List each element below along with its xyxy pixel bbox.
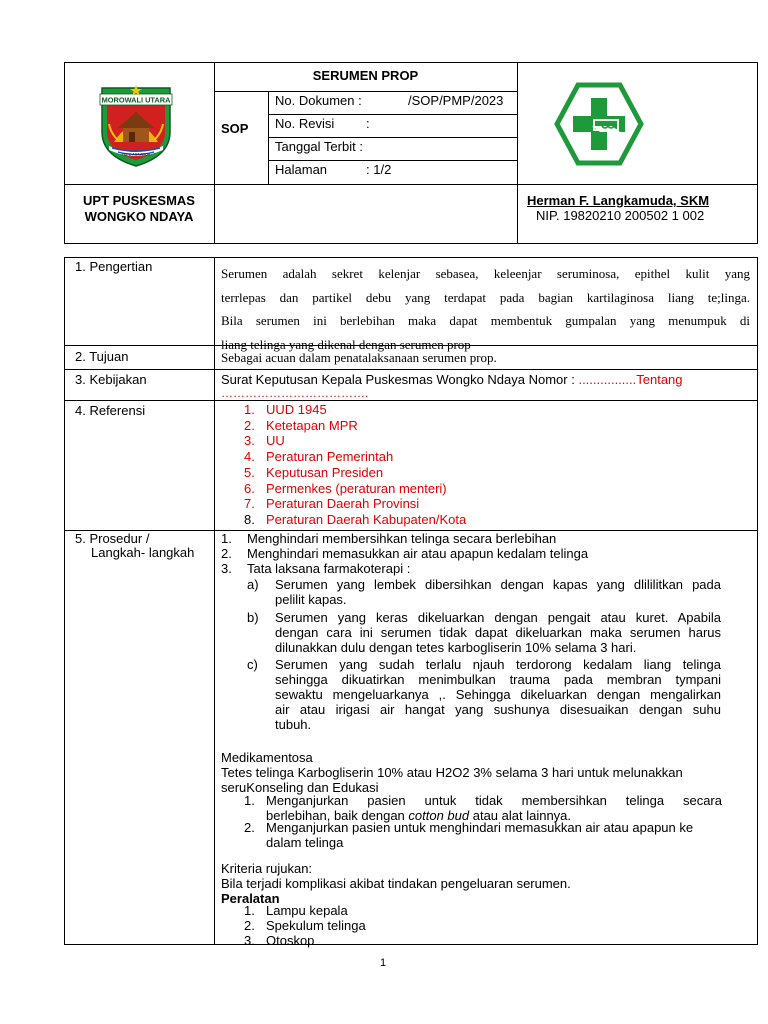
prosedur-step: [221, 546, 588, 561]
peralatan-num: 3.: [244, 933, 255, 948]
referensi-num: 7.: [244, 496, 255, 512]
referensi-label: 4. Referensi: [75, 403, 146, 418]
referensi-text: UU: [266, 433, 285, 449]
kriteria-block: [221, 861, 571, 906]
org-name-line2: WONGKO NDAYA: [84, 209, 194, 224]
referensi-item: [244, 402, 466, 418]
referensi-num: 5.: [244, 464, 255, 480]
sub-line: dilunakkan dulu dengan tetes karbogliserin 10% selama 3 hari.: [275, 640, 637, 655]
sub-line: pelilit kapas.: [275, 592, 347, 607]
kebijakan-label: 3. Kebijakan: [75, 372, 147, 387]
pengertian-text: [221, 262, 750, 356]
halaman-label: Halaman: [275, 162, 328, 177]
peralatan-num: 1.: [244, 903, 255, 918]
pengertian-line: terrlepas dan partikel debu yang terdapat pada bagian kartilaginosa liang te;linga.: [221, 289, 750, 305]
tujuan-label: 2. Tujuan: [75, 349, 129, 364]
edu-item-1: [266, 793, 722, 823]
referensi-num: 8.: [244, 511, 255, 527]
pengertian-line: Serumen adalah sekret kelenjar sebasea, keleenjar seruminosa, epithel kulit yang: [221, 266, 750, 281]
header-divider: [214, 62, 215, 244]
header-divider: [268, 137, 517, 138]
referensi-num: 2.: [244, 417, 255, 433]
sub-num-a: a): [247, 577, 259, 592]
step-num: 1.: [221, 531, 232, 546]
referensi-num: 3.: [244, 433, 255, 449]
referensi-text: Ketetapan MPR: [266, 417, 358, 433]
signer-name: Herman F. Langkamuda, SKM: [527, 193, 710, 208]
page-number: 1: [380, 957, 387, 969]
edu-line: Menganjurkan pasien untuk tidak membersihkan telinga secara: [266, 793, 722, 808]
header-divider: [268, 114, 517, 115]
peralatan-text: Lampu kepala: [266, 903, 348, 918]
sub-line: Serumen yang lembek dibersihkan dengan kapas yang dlililitkan pada: [275, 577, 721, 592]
referensi-item: [244, 481, 466, 497]
peralatan-item: [244, 903, 366, 918]
sub-line: tubuh.: [275, 717, 312, 732]
referensi-item: [244, 433, 466, 449]
sub-line: sehingga dikuatirkan menimbulkan trauma pada membran tympani: [275, 672, 721, 687]
peralatan-num: 2.: [244, 918, 255, 933]
prosedur-steps: [221, 531, 588, 576]
sub-line: Serumen yang keras dikeluarkan dengan pengait atau kuret. Apabila: [275, 610, 721, 625]
header-divider: [64, 184, 758, 185]
referensi-text: Peraturan Daerah Provinsi: [266, 496, 420, 512]
morowali-utara-logo: [96, 84, 176, 168]
medikamentosa-line: seruKonseling dan Edukasi: [221, 780, 379, 795]
referensi-num: 4.: [244, 449, 255, 465]
peralatan-item: [244, 933, 366, 948]
sub-line: Serumen yang sudah terlalu njauh terdorong kedalam liang telinga: [275, 657, 721, 672]
step-num: 2.: [221, 546, 232, 561]
halaman-value: : 1/2: [366, 162, 392, 177]
peralatan-title: Peralatan: [221, 891, 280, 906]
sub-line: sewaktu mengeluarkanya ,. Sehingga dikeluarkan dengan mengalirkan: [275, 687, 721, 702]
edu-line-pre: berlebihan, baik dengan: [266, 808, 409, 823]
org-name-line1: UPT PUSKESMAS: [83, 193, 195, 208]
step-text: Menghindari memasukkan air atau apapun kedalam telinga: [247, 546, 589, 561]
peralatan-text: Spekulum telinga: [266, 918, 366, 933]
referensi-item: [244, 449, 466, 465]
sub-item-b: [275, 610, 721, 655]
step-text: Menghindari membersihkan telinga secara berlebihan: [247, 531, 557, 546]
prosedur-label-line2: Langkah- langkah: [91, 545, 195, 560]
referensi-item: [244, 512, 466, 528]
kriteria-text: Bila terjadi komplikasi akibat tindakan pengeluaran serumen.: [221, 876, 571, 891]
header-divider: [214, 91, 517, 92]
sub-num-b: b): [247, 610, 259, 625]
step-text: Tata laksana farmakoterapi :: [247, 561, 411, 576]
referensi-num: 6.: [244, 480, 255, 496]
prosedur-step: [221, 531, 588, 546]
header-divider: [268, 160, 517, 161]
sub-line: air atau irigasi air hangat yang sushunya disesuaikan dengan suhu: [275, 702, 721, 717]
prosedur-step: [221, 561, 588, 576]
kebijakan-placeholder-line2: ……………………………….: [221, 386, 369, 400]
edu-num: 2.: [244, 820, 255, 835]
medikamentosa-title: Medikamentosa: [221, 750, 313, 765]
sop-label: SOP: [221, 121, 249, 136]
referensi-text: Peraturan Daerah Kabupaten/Kota: [266, 511, 467, 527]
medikamentosa-line: Tetes telinga Karbogliserin 10% atau H2O2 3% selama 3 hari untuk melunakkan: [221, 765, 683, 780]
logo-motto: TEPO ASA AROA: [121, 152, 151, 157]
edu-item-2: [266, 820, 726, 850]
no-dokumen-value: /SOP/PMP/2023: [408, 93, 504, 108]
edu-num: 1.: [244, 793, 255, 808]
referensi-text: UUD 1945: [266, 402, 327, 417]
table-divider: [64, 369, 758, 370]
peralatan-list: [244, 903, 366, 948]
medikamentosa-block: [221, 750, 683, 795]
pengertian-line: liang telinga yang dikenal dengan serumen prop: [221, 336, 471, 352]
edu-line: dalam telinga: [266, 835, 344, 850]
kebijakan-text: [221, 372, 683, 387]
no-revisi-value: :: [366, 116, 370, 131]
referensi-text: Peraturan Pemerintah: [266, 449, 394, 465]
no-dokumen-label: No. Dokumen :: [275, 93, 362, 108]
edu-line-post: atau alat lainnya.: [469, 808, 572, 823]
kebijakan-main: Surat Keputusan Kepala Puskesmas Wongko Ndaya Nomor :: [221, 372, 579, 387]
pengertian-label: 1. Pengertian: [75, 259, 153, 274]
peralatan-item: [244, 918, 366, 933]
table-divider: [214, 257, 215, 945]
pengertian-line: Bila serumen ini berlebihan maka dapat membentuk gumpalan yang menumpuk di: [221, 313, 750, 328]
table-divider: [64, 400, 758, 401]
referensi-item: [244, 496, 466, 512]
edu-line: Menganjurkan pasien untuk menghindari memasukkan air atau apapun ke: [266, 820, 694, 835]
tujuan-text: Sebagai acuan dalam penatalaksanaan serumen prop.: [221, 350, 497, 365]
header-divider: [517, 62, 518, 244]
document-title: SERUMEN PROP: [312, 68, 419, 83]
peralatan-text: Otoskop: [266, 933, 315, 948]
sub-line: dengan cara ini serumen tidak dapat dikeluarkan maka serumen harus: [275, 625, 721, 640]
referensi-item: [244, 418, 466, 434]
step-num: 3.: [221, 561, 232, 576]
no-revisi-label: No. Revisi: [275, 116, 335, 131]
referensi-num: 1.: [244, 402, 255, 417]
tanggal-terbit-label: Tanggal Terbit :: [275, 139, 363, 154]
logo-text: MOROWALI UTARA: [101, 95, 171, 105]
sub-item-c: [275, 657, 721, 732]
referensi-text: Keputusan Presiden: [266, 464, 384, 480]
referensi-list: [244, 402, 466, 528]
edu-line-italic: cotton bud: [408, 808, 470, 823]
prosedur-label: 5. Prosedur /: [75, 531, 150, 546]
signer-nip: NIP. 19820210 200502 1 002: [536, 208, 705, 223]
kebijakan-placeholder: ................Tentang: [578, 372, 683, 387]
sub-item-a: [275, 577, 721, 607]
kriteria-title: Kriteria rujukan:: [221, 861, 313, 876]
sub-num-c: c): [247, 657, 258, 672]
referensi-text: Permenkes (peraturan menteri): [266, 480, 447, 496]
referensi-item: [244, 465, 466, 481]
puskesmas-logo: [554, 82, 644, 166]
